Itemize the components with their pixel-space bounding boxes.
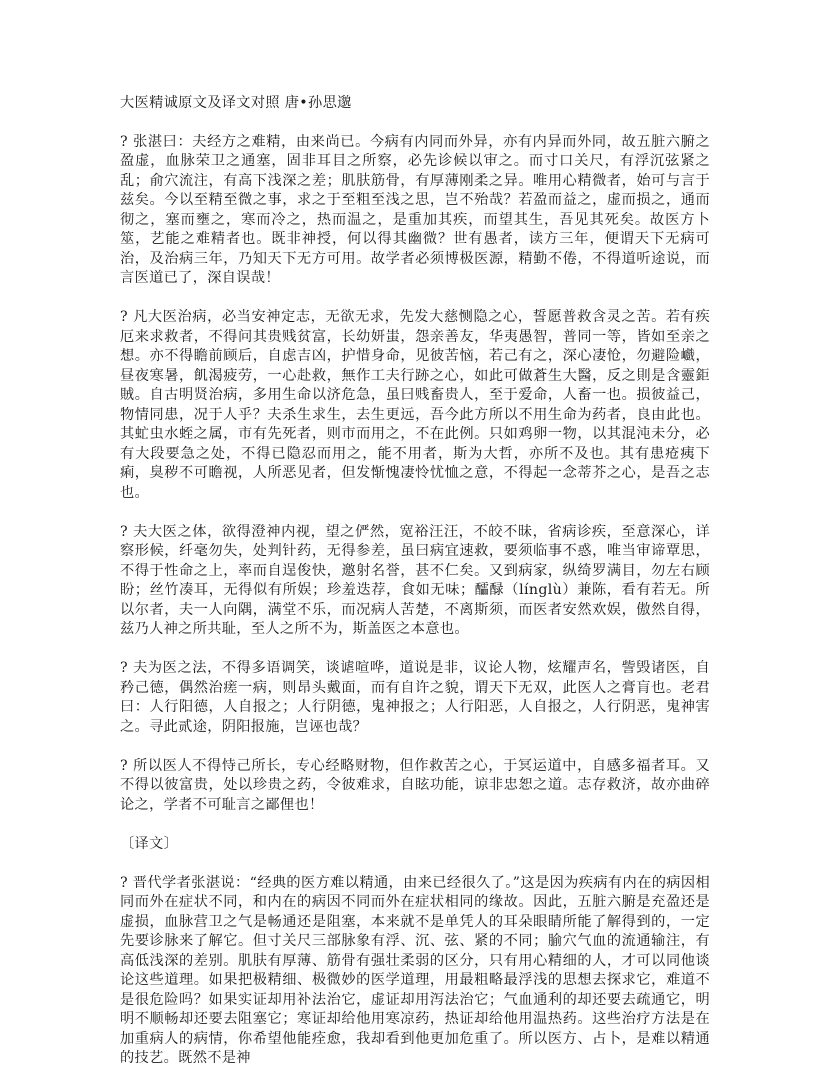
document-title: 大医精诚原文及译文对照 唐•孙思邈 xyxy=(120,95,352,111)
original-paragraph-2: ? 凡大医治病，必当安神定志，无欲无求，先发大慈恻隐之心，誓愿普救含灵之苦。若有疾厄来求救者，不得问其贵贱贫富，长幼妍蚩，怨亲善友，华夷愚智，普同一等，皆如至亲之想。亦不得瞻前顾后，自虑吉凶，护惜身命，见彼苦恼，若己有之，深心凄怆，勿避险巇，昼夜寒暑，飢渴疲劳，一心赴救，無作工夫行跡之心，如此可做蒼生大醫，反之則是含靈鉅賊。自古明贤治病，多用生命以济危急，虽曰贱畜贵人，至于爱命，人畜一也。损彼益己，物情同患，况于人乎？夫杀生求生，去生更远，吾今此方所以不用生命为药者，良由此也。其虻虫水蛭之属，市有先死者，则市而用之，不在此例。只如鸡卵一物，以其混沌未分，必有大段要急之处，不得已隐忍而用之，能不用者，斯为大哲，亦所不及也。其有患疮痍下痢，臭秽不可瞻视，人所恶见者，但发惭愧凄怜忧恤之意，不得起一念蒂芥之心，是吾之志也。 xyxy=(120,309,711,501)
original-paragraph-4: ? 夫为医之法，不得多语调笑，谈谑喧哗，道说是非，议论人物，炫耀声名，訾毁诸医，自矜己德，偶然治瘥一病，则昂头戴面，而有自许之貌，谓天下无双，此医人之膏肓也。老君曰：人行阳德，人自报之；人行阴德，鬼神报之；人行阳恶，人自报之，人行阴恶，鬼神害之。寻此贰途，阴阳报施，岂诬也哉？ xyxy=(120,660,711,735)
translation-section-label: 〔译文〕 xyxy=(120,835,179,852)
original-paragraph-1: ? 张湛曰：夫经方之难精，由来尚已。今病有内同而外异，亦有内异而外同，故五脏六腑之盈虚，血脉荣卫之通塞，固非耳目之所察，必先诊候以审之。而寸口关尺，有浮沉弦紧之乱；俞穴流注，有高下浅深之差；肌肤筋骨，有厚薄刚柔之异。唯用心精微者，始可与言于兹矣。今以至精至微之事，求之于至粗至浅之思，岂不殆哉？若盈而益之，虚而损之，通而彻之，塞而壅之，寒而冷之，热而温之，是重加其疾，而望其生，吾见其死矣。故医方卜筮，艺能之难精者也。既非神授，何以得其幽微？世有愚者，读方三年，便谓天下无病可治，及治病三年，乃知天下无方可用。故学者必须博极医源，精勤不倦，不得道听途说，而言医道已了，深自误哉！ xyxy=(120,133,711,286)
document-page xyxy=(120,94,710,1088)
translation-paragraph-1: ? 晋代学者张湛说：“经典的医方难以精通，由来已经很久了。”这是因为疾病有内在的病因相同而外在症状不同，和内在的病因不同而外在症状相同的缘故。因此，五脏六腑是充盈还是虚损，血脉营卫之气是畅通还是阻塞，本来就不是单凭人的耳朵眼睛所能了解得到的，一定先要诊脉来了解它。但寸关尺三部脉象有浮、沉、弦、紧的不同；腧穴气血的流通输注，有高低浅深的差别。肌肤有厚薄、筋骨有强壮柔弱的区分，只有用心精细的人，才可以同他谈论这些道理。如果把极精细、极微妙的医学道理，用最粗略最浮浅的思想去探求它，难道不是很危险吗？如果实证却用补法治它，虚证却用泻法治它；气血通利的却还要去疏通它，明明不顺畅却还要去阻塞它；寒证却给他用寒凉药，热证却给他用温热药。这些治疗方法是在加重病人的病情，你希望他能痊愈，我却看到他更加危重了。所以医方、占卜，是难以精通的技艺。既然不是神 xyxy=(120,874,710,1066)
original-paragraph-5: ? 所以医人不得恃己所长，专心经略财物，但作救苦之心，于冥运道中，自感多福者耳。又不得以彼富贵，处以珍贵之药，令彼难求，自眩功能，谅非忠恕之道。志存救济，故亦曲碎论之，学者不可耻言之鄙俚也！ xyxy=(120,757,711,813)
original-paragraph-3: ? 夫大医之体，欲得澄神内视，望之俨然，宽裕汪汪，不皎不昧，省病诊疾，至意深心，详察形候，纤毫勿失，处判针药，无得参差，虽曰病宜速救，要须临事不惑，唯当审谛覃思，不得于性命之上，率而自逞俊快，邀射名誉，甚不仁矣。又到病家，纵绮罗满目，勿左右顾盼；丝竹凑耳，无得似有所娱；珍羞迭荐，食如无味；醽醁（línglù）兼陈，看有若无。所以尔者，夫一人向隅，满堂不乐，而况病人苦楚，不离斯须，而医者安然欢娱，傲然自得，兹乃人神之所共耻，至人之所不为，斯盖医之本意也。 xyxy=(120,523,711,637)
